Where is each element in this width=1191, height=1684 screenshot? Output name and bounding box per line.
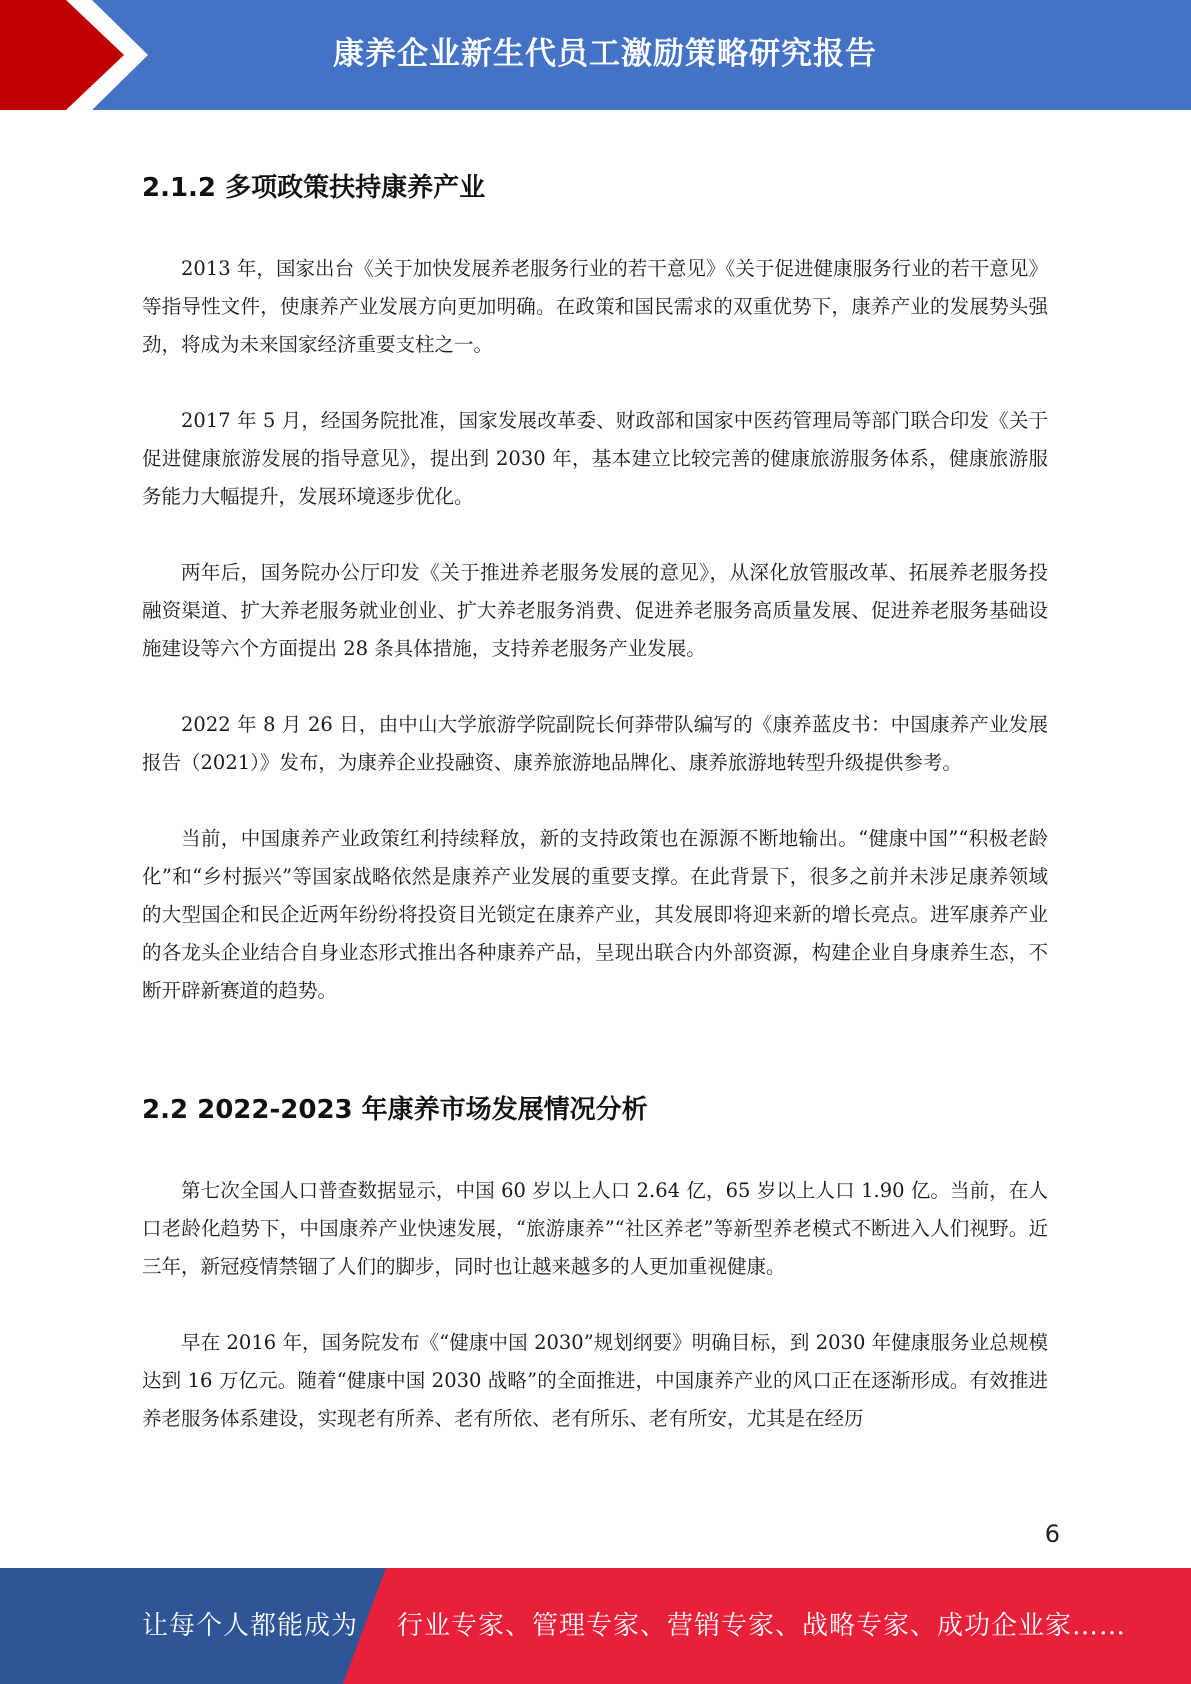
paragraph: 早在 2016 年，国务院发布《“健康中国 2030”规划纲要》明确目标，到 2030 年健康服务业总规模达到 16 万亿元。随着“健康中国 2030 战略”的全面推进，中国康养产业的风口正在逐渐形成。有效推进养老服务体系建设，实现老有所养、老有所依、老有所乐、老有所安，尤其是在经历 (142, 1330, 1048, 1430)
paragraph: 第七次全国人口普查数据显示，中国 60 岁以上人口 2.64 亿，65 岁以上人口 1.90 亿。当前，在人口老龄化趋势下，中国康养产业快速发展，“旅游康养”“社区养老”等新型养老模式不断进入人们视野。近三年，新冠疫情禁锢了人们的脚步，同时也让越来越多的人更加重视健康。 (142, 1178, 1048, 1278)
footer-banner (0, 1568, 1191, 1684)
header-banner (0, 0, 1191, 110)
section-heading-2-2: 2.2 2022-2023 年康养市场发展情况分析 (142, 1094, 648, 1125)
page-number: 6 (1044, 1520, 1060, 1548)
document-body (142, 150, 1048, 1438)
header-title: 康养企业新生代员工激励策略研究报告 (333, 35, 877, 72)
paragraph: 2022 年 8 月 26 日，由中山大学旅游学院副院长何莽带队编写的《康养蓝皮书：中国康养产业发展报告（2021）》发布，为康养企业投融资、康养旅游地品牌化、康养旅游地转型升级提供参考。 (142, 712, 1048, 774)
paragraph: 2017 年 5 月，经国务院批准，国家发展改革委、财政部和国家中医药管理局等部门联合印发《关于促进健康旅游发展的指导意见》，提出到 2030 年，基本建立比较完善的健康旅游服务体系，健康旅游服务能力大幅提升，发展环境逐步优化。 (142, 408, 1048, 508)
paragraph: 两年后，国务院办公厅印发《关于推进养老服务发展的意见》，从深化放管服改革、拓展养老服务投融资渠道、扩大养老服务就业创业、扩大养老服务消费、促进养老服务高质量发展、促进养老服务基础设施建设等六个方面提出 28 条具体措施，支持养老服务产业发展。 (142, 560, 1048, 660)
paragraph: 当前，中国康养产业政策红利持续释放，新的支持政策也在源源不断地输出。“健康中国”“积极老龄化”和“乡村振兴”等国家战略依然是康养产业发展的重要支撑。在此背景下，很多之前并未涉足康养领域的大型国企和民企近两年纷纷将投资目光锁定在康养产业，其发展即将迎来新的增长亮点。进军康养产业的各龙头企业结合自身业态形式推出各种康养产品，呈现出联合内外部资源，构建企业自身康养生态，不断开辟新赛道的趋势。 (142, 826, 1048, 1002)
paragraph: 2013 年，国家出台《关于加快发展养老服务行业的若干意见》《关于促进健康服务行业的若干意见》等指导性文件，使康养产业发展方向更加明确。在政策和国民需求的双重优势下，康养产业的发展势头强劲，将成为未来国家经济重要支柱之一。 (142, 256, 1048, 356)
footer-slogan-left: 让每个人都能成为 (142, 1611, 359, 1641)
section-heading-2-1-2: 2.1.2 多项政策扶持康养产业 (142, 173, 486, 203)
footer-slogan-right: 行业专家、管理专家、营销专家、战略专家、成功企业家…… (397, 1611, 1127, 1641)
